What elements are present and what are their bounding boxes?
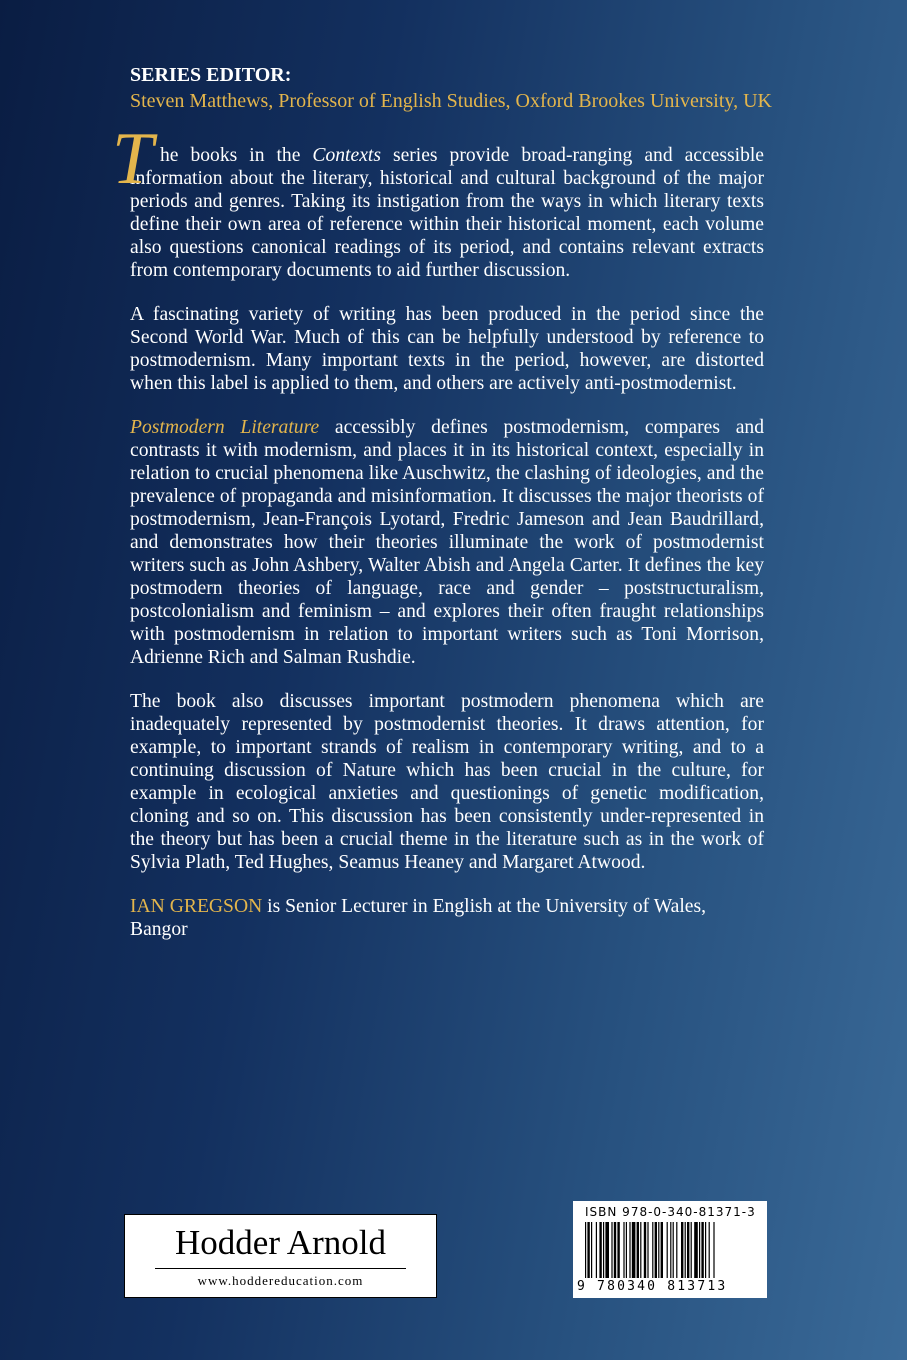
barcode-digits: 9 780340 813713	[577, 1279, 728, 1294]
barcode-box	[573, 1201, 767, 1298]
book-title: Postmodern Literature	[130, 417, 320, 438]
paragraph-author	[130, 895, 764, 941]
paragraph-phenomena: The book also discusses important postmodern phenomena which are inadequately represented by postmodernist theories. It draws attention, for example, to important strands of realism in contemporary writing, and to a continuing discussion of Nature which has been crucial in the culture, for example in ecological anxieties and questionings of genetic modification, cloning and so on. This discussion has been consistently under-represented in the theory but has been a crucial theme in the literature such as in the work of Sylvia Plath, Ted Hughes, Seamus Heaney and Margaret Atwood.	[130, 691, 764, 873]
intro-text-a: he books in the	[160, 145, 313, 166]
publisher-divider	[155, 1268, 406, 1269]
drop-cap: T	[112, 118, 154, 200]
author-bio: is Senior Lecturer in English at the University of Wales, Bangor	[130, 896, 706, 940]
intro-text-b: series provide broad-ranging and accessible information about the literary, historical and cultural background of the major periods and genres. Taking its instigation from the ways in which literary texts define their own area of reference within their historical moment, each volume also questions canonical readings of its period, and contains relevant extracts from contemporary documents to aid further discussion.	[130, 145, 765, 281]
author-name: IAN GREGSON	[130, 896, 263, 917]
paragraph-variety: A fascinating variety of writing has been produced in the period since the Second World War. Much of this can be helpfully understood by reference to postmodernism. Many important texts in the period, however, are distorted when this label is applied to them, and others are actively anti-postmodernist.	[130, 304, 764, 394]
blurb	[112, 118, 765, 941]
isbn-label: ISBN 978-0-340-81371-3	[585, 1205, 756, 1219]
publisher-url: www.hoddereducation.com	[197, 1273, 364, 1288]
publisher-name: Hodder Arnold	[175, 1223, 386, 1262]
series-editor-name: Steven Matthews, Professor of English Studies, Oxford Brookes University, UK	[130, 90, 772, 112]
series-editor-title: SERIES EDITOR:	[130, 64, 292, 86]
paragraph-intro	[112, 118, 765, 282]
book-summary-text: accessibly defines postmodernism, compares and contrasts it with modernism, and places it in its historical context, especially in relation to crucial phenomena like Auschwitz, the clashing of ideologies, and the prevalence of propaganda and misinformation. It discusses the major theorists of postmodernism, Jean-François Lyotard, Fredric Jameson and Jean Baudrillard, and demonstrates how their theories illuminate the work of postmodernist writers such as John Ashbery, Walter Abish and Angela Carter. It defines the key postmodern theories of language, race and gender – poststructuralism, postcolonialism and feminism – and explores their often fraught relationships with postmodernism in relation to important writers such as Toni Morrison, Adrienne Rich and Salman Rushdie.	[130, 417, 764, 668]
paragraph-book-summary	[130, 416, 764, 669]
publisher-logo	[124, 1214, 437, 1298]
barcode-icon	[581, 1222, 759, 1280]
series-name: Contexts	[312, 145, 381, 166]
series-editor-block	[130, 62, 830, 114]
